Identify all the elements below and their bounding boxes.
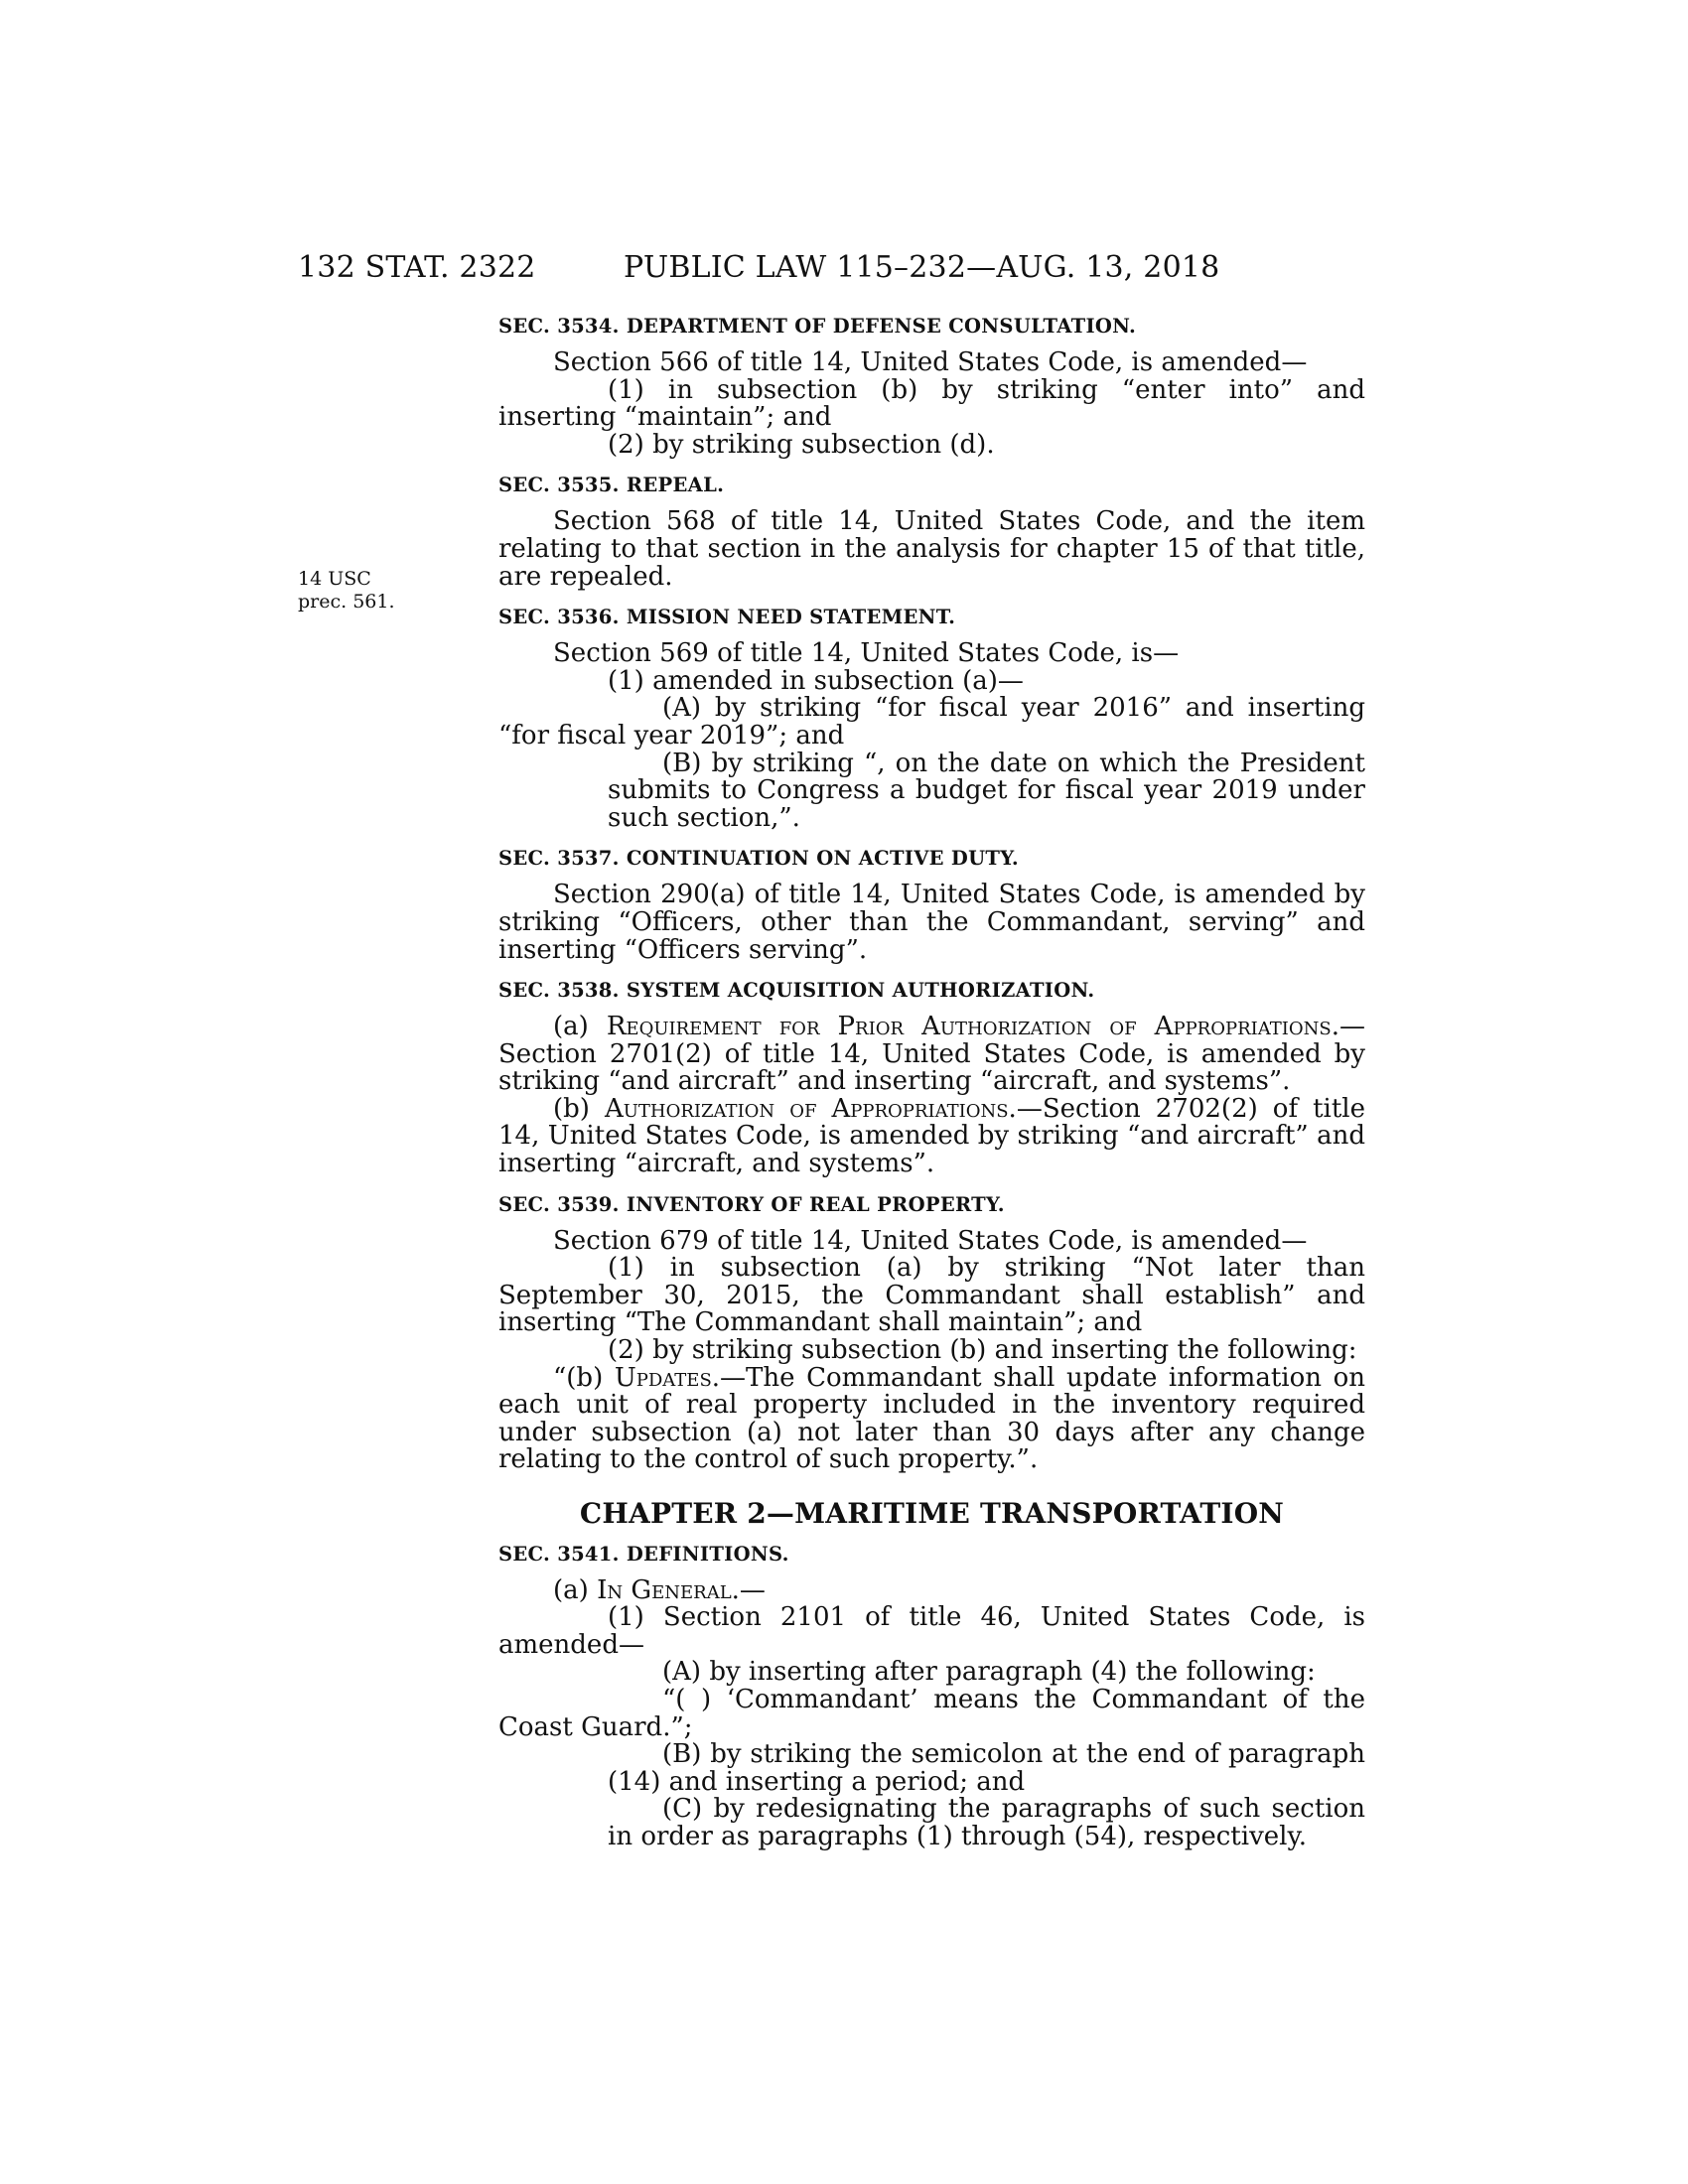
subsection-label: (a) bbox=[553, 1012, 607, 1042]
paragraph: Section 566 of title 14, United States Code, is amended— bbox=[553, 347, 1308, 377]
paragraph: (A) by striking “for fiscal year 2016” and inserting “for fiscal year 2019”; and bbox=[498, 693, 1365, 751]
paragraph bbox=[498, 1093, 1366, 1179]
page-header bbox=[298, 250, 1221, 286]
section-heading: SEC. 3539. INVENTORY OF REAL PROPERTY. bbox=[498, 1192, 1005, 1216]
paragraph bbox=[498, 1362, 1365, 1475]
paragraph: Section 679 of title 14, United States Code, is amended— bbox=[553, 1225, 1308, 1256]
section-heading: SEC. 3534. DEPARTMENT OF DEFENSE CONSULTATION. bbox=[498, 315, 1137, 338]
subsection-text: — bbox=[739, 1574, 766, 1605]
paragraph: (B) by striking “, on the date on which the President submits to Congress a budget for fiscal year 2019 under such section,”. bbox=[608, 748, 1365, 833]
stat-reference: 132 STAT. 2322 bbox=[298, 250, 536, 285]
margin-note bbox=[298, 568, 407, 614]
paragraph: (B) by striking the semicolon at the end of paragraph (14) and inserting a period; and bbox=[608, 1739, 1365, 1797]
paragraph bbox=[498, 1014, 1365, 1096]
section-heading: SEC. 3536. MISSION NEED STATEMENT. bbox=[498, 606, 956, 629]
subsection-text: —Section 2701(2) of title 14, United States Code, is amended by striking “and aircraft” and inserting “aircraft, and systems”. bbox=[498, 1012, 1365, 1097]
paragraph: (1) Section 2101 of title 46, United States Code, is amended— bbox=[498, 1602, 1365, 1660]
subsection-caption: Requirement for Prior Authorization of Appropriations. bbox=[606, 1012, 1339, 1042]
paragraph: Section 568 of title 14, United States Code, and the item relating to that section in the analysis for chapter 15 of that title, are repealed. bbox=[498, 506, 1365, 592]
subsection-text: —The Commandant shall update information on each unit of real property included in the inventory required under subsection (a) not later than 30 days after any change relating to the control of such property.”. bbox=[498, 1362, 1365, 1475]
subsection-label: (b) bbox=[553, 1093, 605, 1124]
paragraph: (1) in subsection (a) by striking “Not later than September 30, 2015, the Commandant shall establish” and inserting “The Commandant shall maintain”; and bbox=[498, 1253, 1365, 1338]
subsection-label: “(b) bbox=[553, 1362, 615, 1393]
paragraph: (1) amended in subsection (a)— bbox=[608, 665, 1024, 696]
paragraph bbox=[498, 1574, 1365, 1605]
paragraph: (1) in subsection (b) by striking “enter into” and inserting “maintain”; and bbox=[498, 374, 1365, 433]
chapter-heading: CHAPTER 2—MARITIME TRANSPORTATION bbox=[579, 1497, 1285, 1530]
paragraph: Section 290(a) of title 14, United States Code, is amended by striking “Officers, other than the Commandant, serving” and inserting “Officers serving”. bbox=[498, 880, 1365, 965]
subsection-caption: Updates. bbox=[614, 1362, 721, 1393]
section-heading: SEC. 3538. SYSTEM ACQUISITION AUTHORIZATION. bbox=[498, 979, 1095, 1003]
paragraph: “( ) ‘Commandant’ means the Commandant of the Coast Guard.”; bbox=[498, 1684, 1365, 1742]
subsection-label: (a) bbox=[553, 1574, 598, 1605]
paragraph: (2) by striking subsection (d). bbox=[608, 429, 995, 460]
document-body bbox=[498, 314, 1365, 1851]
margin-note-line: 14 USC bbox=[298, 568, 371, 590]
paragraph: (2) by striking subsection (b) and inserting the following: bbox=[608, 1335, 1357, 1366]
subsection-caption: Authorization of Appropriations. bbox=[604, 1093, 1017, 1124]
margin-note-line: prec. 561. bbox=[298, 591, 395, 613]
paragraph: (C) by redesignating the paragraphs of such section in order as paragraphs (1) through (54), respectively. bbox=[608, 1794, 1365, 1851]
subsection-text: —Section 2702(2) of title 14, United States Code, is amended by striking “and aircraft” and inserting “aircraft, and systems”. bbox=[498, 1093, 1366, 1179]
running-head: PUBLIC LAW 115–232—AUG. 13, 2018 bbox=[624, 250, 1220, 285]
subsection-caption: In General. bbox=[597, 1574, 740, 1605]
section-heading: SEC. 3537. CONTINUATION ON ACTIVE DUTY. bbox=[498, 847, 1020, 871]
section-heading: SEC. 3535. REPEAL. bbox=[498, 474, 725, 497]
paragraph: (A) by inserting after paragraph (4) the following: bbox=[662, 1657, 1316, 1688]
section-heading: SEC. 3541. DEFINITIONS. bbox=[498, 1542, 789, 1566]
paragraph: Section 569 of title 14, United States Code, is— bbox=[553, 638, 1180, 669]
